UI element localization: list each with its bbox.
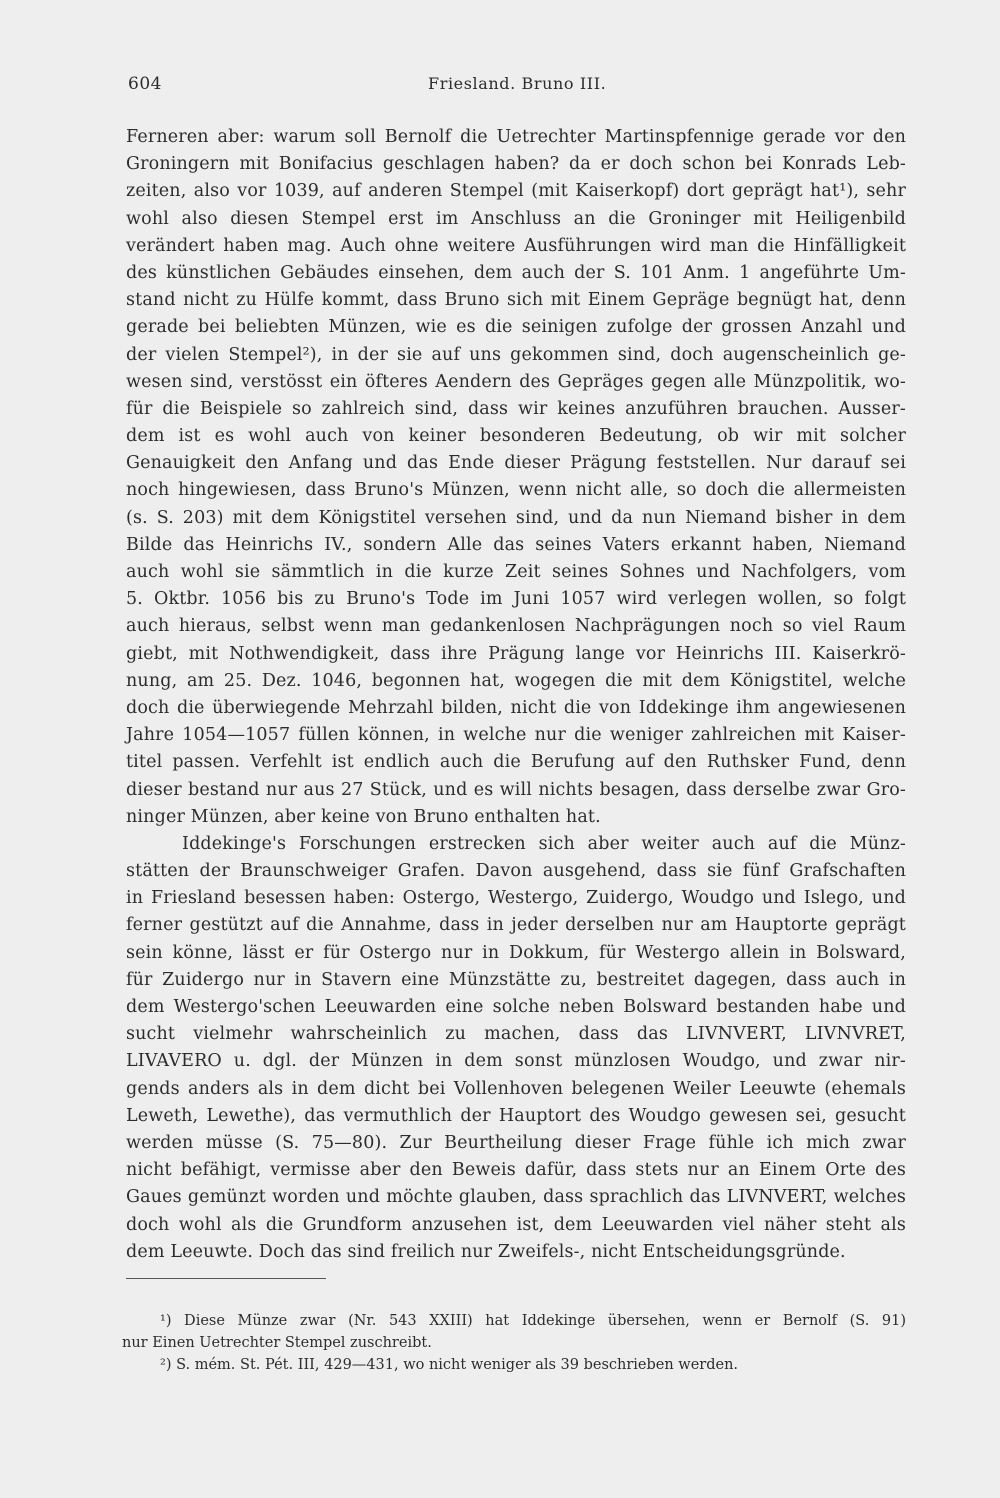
text-line: Bilde das Heinrichs IV., sondern Alle das seines Vaters erkannt haben, Niemand: [126, 534, 906, 555]
text-line: Ferneren aber: warum soll Bernolf die Uetrechter Martinspfennige gerade vor den: [126, 127, 906, 147]
footnote-divider: [126, 1278, 326, 1279]
text-line: sucht vielmehr wahrscheinlich zu machen, dass das LIVNVERT, LIVNVRET,: [126, 1024, 906, 1045]
page-header: [128, 74, 906, 102]
text-line: doch die überwiegende Mehrzahl bilden, nicht die von Iddekinge ihm angewiesenen: [126, 697, 906, 718]
text-line: zeiten, also vor 1039, auf anderen Stempel (mit Kaiserkopf) dort geprägt hat¹), sehr: [126, 181, 906, 202]
paragraph-end-line: ninger Münzen, aber keine von Bruno enthalten hat.: [126, 806, 601, 827]
footnote-1-continuation: nur Einen Uetrechter Stempel zuschreibt.: [122, 1335, 432, 1351]
text-line: titel passen. Verfehlt ist endlich auch die Berufung auf den Ruthsker Fund, denn: [126, 752, 906, 773]
body-text: [126, 124, 906, 1266]
text-line: nung, am 25. Dez. 1046, begonnen hat, wogegen die mit dem Königstitel, welche: [126, 670, 906, 691]
text-line: nicht befähigt, vermisse aber den Beweis dafür, dass stets nur an Einem Orte des: [126, 1160, 906, 1181]
running-title: Friesland. Bruno III.: [428, 74, 607, 93]
text-line: stand nicht zu Hülfe kommt, dass Bruno sich mit Einem Gepräge begnügt hat, denn: [126, 290, 906, 311]
text-line: des künstlichen Gebäudes einsehen, dem auch der S. 101 Anm. 1 angeführte Um-: [126, 262, 906, 283]
text-line: Jahre 1054—1057 füllen können, in welche nur die weniger zahlreichen mit Kaiser-: [126, 725, 906, 746]
paragraph-start-line: Iddekinge's Forschungen erstrecken sich aber weiter auch auf die Münz-: [182, 833, 906, 854]
text-line: (s. S. 203) mit dem Königstitel versehen sind, und da nun Niemand bisher in dem: [126, 507, 906, 528]
text-line: gends anders als in dem dicht bei Vollenhoven belegenen Weiler Leeuwte (ehemals: [126, 1078, 906, 1099]
text-line: ferner gestützt auf die Annahme, dass in jeder derselben nur am Hauptorte geprägt: [126, 915, 906, 936]
text-line: gerade bei beliebten Münzen, wie es die seinigen zufolge der grossen Anzahl und: [126, 317, 906, 338]
text-line: 5. Oktbr. 1056 bis zu Bruno's Tode im Juni 1057 wird verlegen wollen, so folgt: [126, 589, 906, 610]
text-line: giebt, mit Nothwendigkeit, dass ihre Prägung lange vor Heinrichs III. Kaiserkrö-: [126, 643, 906, 664]
text-line: stätten der Braunschweiger Grafen. Davon ausgehend, dass sie fünf Grafschaften: [126, 861, 906, 882]
text-line: wesen sind, verstösst ein öfteres Aendern des Gepräges gegen alle Münzpolitik, wo-: [126, 371, 906, 392]
text-line: der vielen Stempel²), in der sie auf uns gekommen sind, doch augenscheinlich ge-: [126, 344, 906, 365]
text-line: dem ist es wohl auch von keiner besonderen Bedeutung, ob wir mit solcher: [126, 426, 906, 447]
text-line: noch hingewiesen, dass Bruno's Münzen, wenn nicht alle, so doch die allermeisten: [126, 480, 906, 501]
text-line: für Zuidergo nur in Stavern eine Münzstätte zu, bestreitet dagegen, dass auch in: [126, 969, 906, 990]
text-line: wohl also diesen Stempel erst im Anschluss an die Groninger mit Heiligenbild: [126, 208, 906, 229]
page-number: 604: [128, 74, 162, 94]
text-line: Genauigkeit den Anfang und das Ende dieser Prägung feststellen. Nur darauf sei: [126, 453, 906, 474]
footnote-1: ¹) Diese Münze zwar (Nr. 543 XXIII) hat Iddekinge übersehen, wenn er Bernolf (S. 91): [160, 1313, 906, 1329]
text-line: werden müsse (S. 75—80). Zur Beurtheilung dieser Frage fühle ich mich zwar: [126, 1132, 906, 1153]
text-line: auch hieraus, selbst wenn man gedankenlosen Nachprägungen noch so viel Raum: [126, 616, 906, 637]
text-line: in Friesland besessen haben: Ostergo, Westergo, Zuidergo, Woudgo und Islego, und: [126, 888, 906, 909]
text-line: Groningern mit Bonifacius geschlagen haben? da er doch schon bei Konrads Leb-: [126, 154, 906, 175]
text-line: auch wohl sie sämmtlich in die kurze Zeit seines Sohnes und Nachfolgers, vom: [126, 562, 906, 582]
text-line: dem Westergo'schen Leeuwarden eine solche neben Bolsward bestanden habe und: [126, 997, 906, 1017]
footnotes: [122, 1310, 906, 1376]
text-line: verändert haben mag. Auch ohne weitere Ausführungen wird man die Hinfälligkeit: [126, 235, 906, 256]
paragraph-end-line: dem Leeuwte. Doch das sind freilich nur Zweifels-, nicht Entscheidungsgründe.: [126, 1241, 846, 1262]
footnote-2: ²) S. mém. St. Pét. III, 429—431, wo nicht weniger als 39 beschrieben werden.: [160, 1357, 739, 1373]
text-line: dieser bestand nur aus 27 Stück, und es will nichts besagen, dass derselbe zwar Gro-: [126, 779, 906, 800]
text-line: doch wohl als die Grundform anzusehen ist, dem Leeuwarden viel näher steht als: [126, 1214, 906, 1235]
text-line: LIVAVERO u. dgl. der Münzen in dem sonst münzlosen Woudgo, und zwar nir-: [126, 1051, 906, 1072]
text-line: sein könne, lässt er für Ostergo nur in Dokkum, für Westergo allein in Bolsward,: [126, 942, 906, 963]
text-line: Leweth, Lewethe), das vermuthlich der Hauptort des Woudgo gewesen sei, gesucht: [126, 1105, 906, 1126]
text-line: für die Beispiele so zahlreich sind, dass wir keines anzuführen brauchen. Ausser-: [126, 398, 906, 419]
text-line: Gaues gemünzt worden und möchte glauben, dass sprachlich das LIVNVERT, welches: [126, 1187, 906, 1208]
